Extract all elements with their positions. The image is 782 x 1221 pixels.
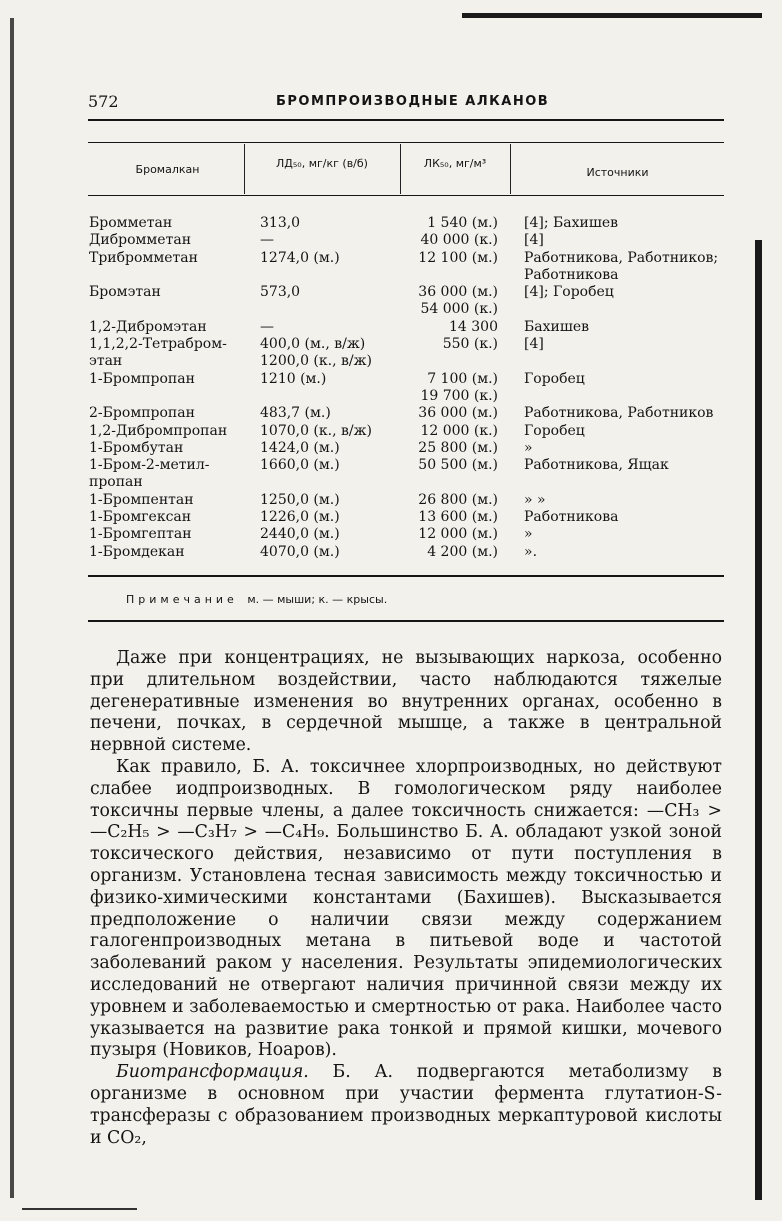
table-row: [0, 509, 782, 526]
cell-ld50: 1226,0 (м.): [260, 509, 340, 526]
paragraph: Даже при концентрациях, не вызывающих наркоза, особенно при длительном воздействии, часто наблюдаются тяжелые дегенеративные изменения во внутренних органах, особенно в печени, почках, в сердечной мышце, а также в центральной нервной системе.: [90, 648, 722, 756]
table-row: [0, 267, 782, 284]
cell-lc50: 36 000 (м.): [418, 405, 498, 422]
cell-source: [4]: [524, 232, 544, 249]
cell-ld50: 483,7 (м.): [260, 405, 331, 422]
table-header-rule: [88, 195, 724, 196]
table-note: [126, 593, 387, 606]
cell-ld50: —: [260, 232, 274, 249]
cell-source: Горобец: [524, 370, 585, 387]
cell-source: ».: [524, 543, 538, 560]
page-number: 572: [88, 92, 119, 111]
cell-bromalkane: Бромметан: [89, 215, 173, 231]
cell-bromalkane: 1,2-Дибромпропан: [89, 422, 228, 439]
cell-ld50: 313,0: [260, 215, 301, 231]
cell-lc50: 14 300: [449, 318, 498, 335]
cell-source: [4]: [524, 336, 544, 353]
cell-lc50: 25 800 (м.): [418, 439, 498, 456]
table-bottom-rule: [88, 575, 724, 577]
cell-source: Работникова: [524, 266, 619, 283]
cell-ld50: 573,0: [260, 284, 301, 301]
note-label: Примечание: [126, 593, 238, 606]
cell-source: Работникова, Ящак: [524, 457, 669, 474]
cell-lc50: 12 000 (м.): [418, 526, 498, 543]
cell-lc50: 12 100 (м.): [418, 249, 498, 266]
table-row: [0, 457, 782, 474]
cell-lc50: 1 540 (м.): [427, 215, 498, 231]
cell-source: [4]; Горобец: [524, 284, 614, 301]
cell-ld50: 1250,0 (м.): [260, 491, 340, 508]
table-row: [0, 301, 782, 318]
col-header-sources: Источники: [586, 166, 649, 179]
cell-lc50: 13 600 (м.): [418, 509, 498, 526]
table-row: [0, 388, 782, 405]
cell-bromalkane: 1-Бромгексан: [89, 509, 192, 526]
cell-lc50: 36 000 (м.): [418, 284, 498, 301]
scan-edge-left: [10, 18, 14, 1198]
cell-ld50: 4070,0 (м.): [260, 543, 340, 560]
cell-source: »: [524, 526, 533, 543]
table-row: [0, 474, 782, 491]
cell-lc50: 7 100 (м.): [427, 370, 498, 387]
paragraph: Как правило, Б. А. токсичнее хлорпроизводных, но действуют слабее иодпроизводных. В гомологическом ряду наиболее токсичны первые члены, а далее токсичность снижается: —CH₃ > —C₂H₅ > —C₃H₇ > —C₄H₉. Большинство Б. А. обладают узкой зоной токсического действия, независимо от пути поступления в организм. Установлена тесная зависимость между токсичностью и физико-химическими константами (Бахишев). Высказывается предположение о наличии связи между содержанием галогенпроизводных метана в питьевой воде и частотой заболеваний раком у населения. Результаты эпидемиологических исследований не отвергают наличия причинной связи между их уровнем и заболеваемостью и смертностью от рака. Наиболее часто указывается на развитие рака тонкой и прямой кишки, мочевого пузыря (Новиков, Ноаров).: [90, 756, 722, 1061]
cell-source: [4]; Бахишев: [524, 215, 619, 231]
paragraph: [90, 1062, 722, 1149]
table-top-rule: [88, 142, 724, 143]
page-header: [88, 92, 723, 116]
cell-bromalkane: 1-Бромпентан: [89, 491, 194, 508]
cell-bromalkane: Трибромметан: [89, 249, 198, 266]
cell-bromalkane: 1,1,2,2-Тетрабром-: [89, 336, 227, 353]
cell-bromalkane: Бромэтан: [89, 284, 161, 301]
cell-bromalkane: 1-Бромбутан: [89, 439, 184, 456]
cell-source: Работникова: [524, 509, 619, 526]
table-row: [0, 371, 782, 388]
cell-bromalkane: 1-Бромдекан: [89, 543, 185, 560]
table-row: [0, 215, 782, 232]
cell-lc50: 40 000 (к.): [420, 232, 498, 249]
cell-bromalkane: Дибромметан: [89, 232, 192, 249]
cell-ld50: 2440,0 (м.): [260, 526, 340, 543]
table-row: [0, 336, 782, 353]
cell-lc50: 26 800 (м.): [418, 491, 498, 508]
table-row: [0, 544, 782, 561]
paragraph-text: Б. А. подвергаются метаболизму в организме в основном при участии фермента глутатион-S-трансферазы с образованием производных меркаптуровой кислоты и CO₂,: [90, 1062, 722, 1148]
cell-lc50: 50 500 (м.): [418, 457, 498, 474]
cell-source: Работникова, Работников;: [524, 249, 719, 266]
col-header-lc50: ЛК₅₀, мг/м³: [423, 157, 487, 170]
cell-lc50: 54 000 (к.): [420, 301, 498, 318]
cell-lc50: 12 000 (к.): [420, 422, 498, 439]
table-body: [0, 215, 782, 561]
cell-bromalkane: 1-Бром-2-метил-: [89, 457, 210, 474]
col-divider: [400, 144, 401, 194]
scan-edge-top: [462, 13, 762, 18]
cell-ld50: 1210 (м.): [260, 370, 327, 387]
table-row: [0, 405, 782, 422]
cell-ld50: 1660,0 (м.): [260, 457, 340, 474]
table-row: [0, 423, 782, 440]
cell-bromalkane: пропан: [89, 474, 143, 491]
table-row: [0, 232, 782, 249]
cell-source: »: [524, 439, 533, 456]
cell-ld50: 1200,0 (к., в/ж): [260, 353, 372, 370]
cell-source: Работникова, Работников: [524, 405, 714, 422]
header-rule: [88, 119, 724, 121]
running-title: БРОМПРОИЗВОДНЫЕ АЛКАНОВ: [276, 94, 550, 109]
cell-lc50: 550 (к.): [442, 336, 498, 353]
col-header-bromalkane: Бромалкан: [135, 163, 200, 176]
table-row: [0, 492, 782, 509]
table-row: [0, 353, 782, 370]
cell-lc50: 19 700 (к.): [420, 387, 498, 404]
cell-ld50: 1424,0 (м.): [260, 439, 340, 456]
col-header-ld50: ЛД₅₀, мг/кг (в/б): [276, 157, 368, 170]
cell-bromalkane: 2-Бромпропан: [89, 405, 195, 422]
col-divider: [244, 144, 245, 194]
scan-edge-bottom: [22, 1208, 137, 1210]
cell-source: Бахишев: [524, 318, 590, 335]
cell-lc50: 4 200 (м.): [427, 543, 498, 560]
cell-source: » »: [524, 491, 546, 508]
cell-bromalkane: 1-Бромгептан: [89, 526, 192, 543]
body-text: [90, 648, 722, 1149]
table-row: [0, 440, 782, 457]
col-divider: [510, 144, 511, 194]
cell-source: Горобец: [524, 422, 585, 439]
table-row: [0, 526, 782, 543]
note-text: м. — мыши; к. — крысы.: [247, 593, 388, 606]
cell-bromalkane: 1,2-Дибромэтан: [89, 318, 207, 335]
cell-ld50: 1274,0 (м.): [260, 249, 340, 266]
table-row: [0, 284, 782, 301]
table-row: [0, 250, 782, 267]
cell-bromalkane: этан: [89, 353, 123, 370]
cell-bromalkane: 1-Бромпропан: [89, 370, 195, 387]
cell-ld50: —: [260, 318, 274, 335]
section-lead: Биотрансформация.: [116, 1062, 309, 1083]
cell-ld50: 400,0 (м., в/ж): [260, 336, 366, 353]
note-rule: [88, 620, 724, 622]
cell-ld50: 1070,0 (к., в/ж): [260, 422, 372, 439]
table-row: [0, 319, 782, 336]
